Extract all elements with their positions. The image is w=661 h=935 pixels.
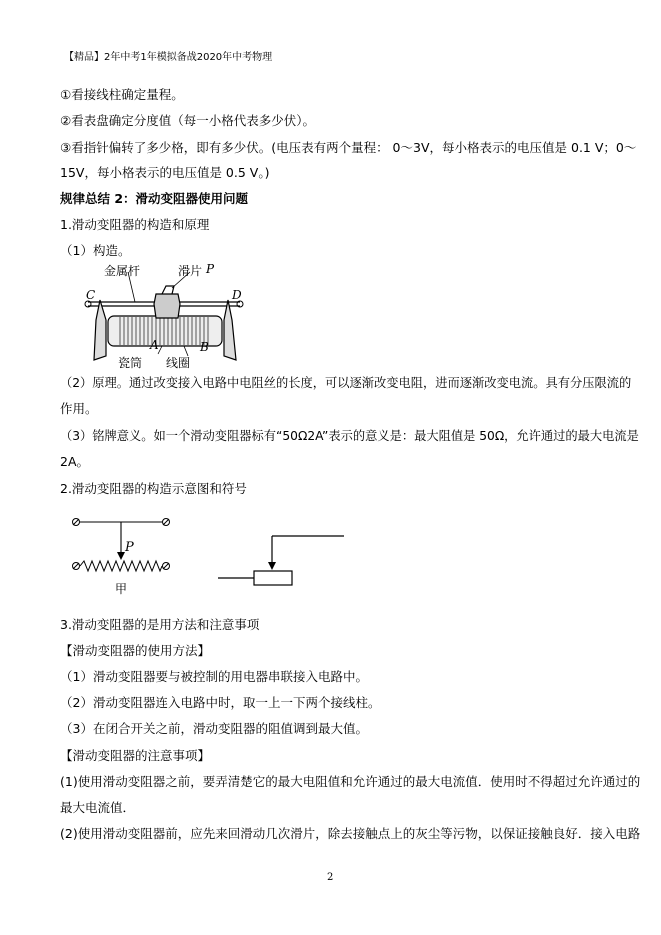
page-header: 【精品】2年中考1年模拟备战2020年中考物理 <box>64 52 273 63</box>
text-line: 1.滑动变阻器的构造和原理 <box>60 217 210 232</box>
text-line: （2）滑动变阻器连入电路中时，取一上一下两个接线柱。 <box>60 695 381 710</box>
label-terminal-a: A <box>150 338 159 352</box>
label-slider-p: P <box>206 262 215 276</box>
label-terminal-d: D <box>232 288 242 302</box>
text-line: ①看接线柱确定量程。 <box>60 87 184 102</box>
label-terminal-c: C <box>86 288 96 302</box>
rheostat-symbol-figure <box>214 530 354 590</box>
text-line: 2A。 <box>60 454 90 469</box>
section-heading: 【滑动变阻器的注意事项】 <box>60 748 211 763</box>
text-line: (1)使用滑动变阻器之前，要弄清楚它的最大电阻值和允许通过的最大电流值．使用时不得超过允许通过的 <box>60 774 641 789</box>
label-coil: 线圈 <box>166 356 191 370</box>
text-line: 15V，每小格表示的电压值是 0.5 V。) <box>60 165 270 180</box>
text-line: （1）构造。 <box>60 243 131 258</box>
text-line: (2)使用滑动变阻器前，应先来回滑动几次滑片，除去接触点上的灰尘等污物，以保证接触良好．接入电路 <box>60 826 641 841</box>
page-number: 2 <box>327 872 334 883</box>
text-line: 2.滑动变阻器的构造示意图和符号 <box>60 481 247 496</box>
label-schematic-p: P <box>125 540 134 555</box>
text-line: （1）滑动变阻器要与被控制的用电器串联接入电路中。 <box>60 669 368 684</box>
section-heading: 【滑动变阻器的使用方法】 <box>60 643 211 658</box>
label-terminal-b: B <box>200 340 209 354</box>
text-line: ③看指针偏转了多少格，即有多少伏。(电压表有两个量程： 0～3V，每小格表示的电压值是 0.1 V；0～ <box>60 140 637 155</box>
label-jia: 甲 <box>115 582 128 596</box>
text-line: （3）铭牌意义。如一个滑动变阻器标有“50Ω2A”表示的意义是：最大阻值是 50Ω，允许通过的最大电流是 <box>60 429 639 443</box>
label-metal-rod: 金属杆 <box>104 264 141 278</box>
text-line: （2）原理。通过改变接入电路中电阻丝的长度，可以逐渐改变电阻，进而逐渐改变电流。具有分压限流的 <box>60 376 632 390</box>
text-line: 作用。 <box>60 401 98 416</box>
text-line: ②看表盘确定分度值（每一小格代表多少伏）。 <box>60 113 315 128</box>
label-porcelain-tube: 瓷筒 <box>118 356 143 370</box>
text-line: （3）在闭合开关之前，滑动变阻器的阻值调到最大值。 <box>60 721 368 736</box>
section-heading: 规律总结 2：滑动变阻器使用问题 <box>60 191 249 206</box>
text-line: 最大电流值． <box>60 800 136 815</box>
text-line: 3.滑动变阻器的是用方法和注意事项 <box>60 617 260 632</box>
label-slider: 滑片 <box>178 264 203 278</box>
